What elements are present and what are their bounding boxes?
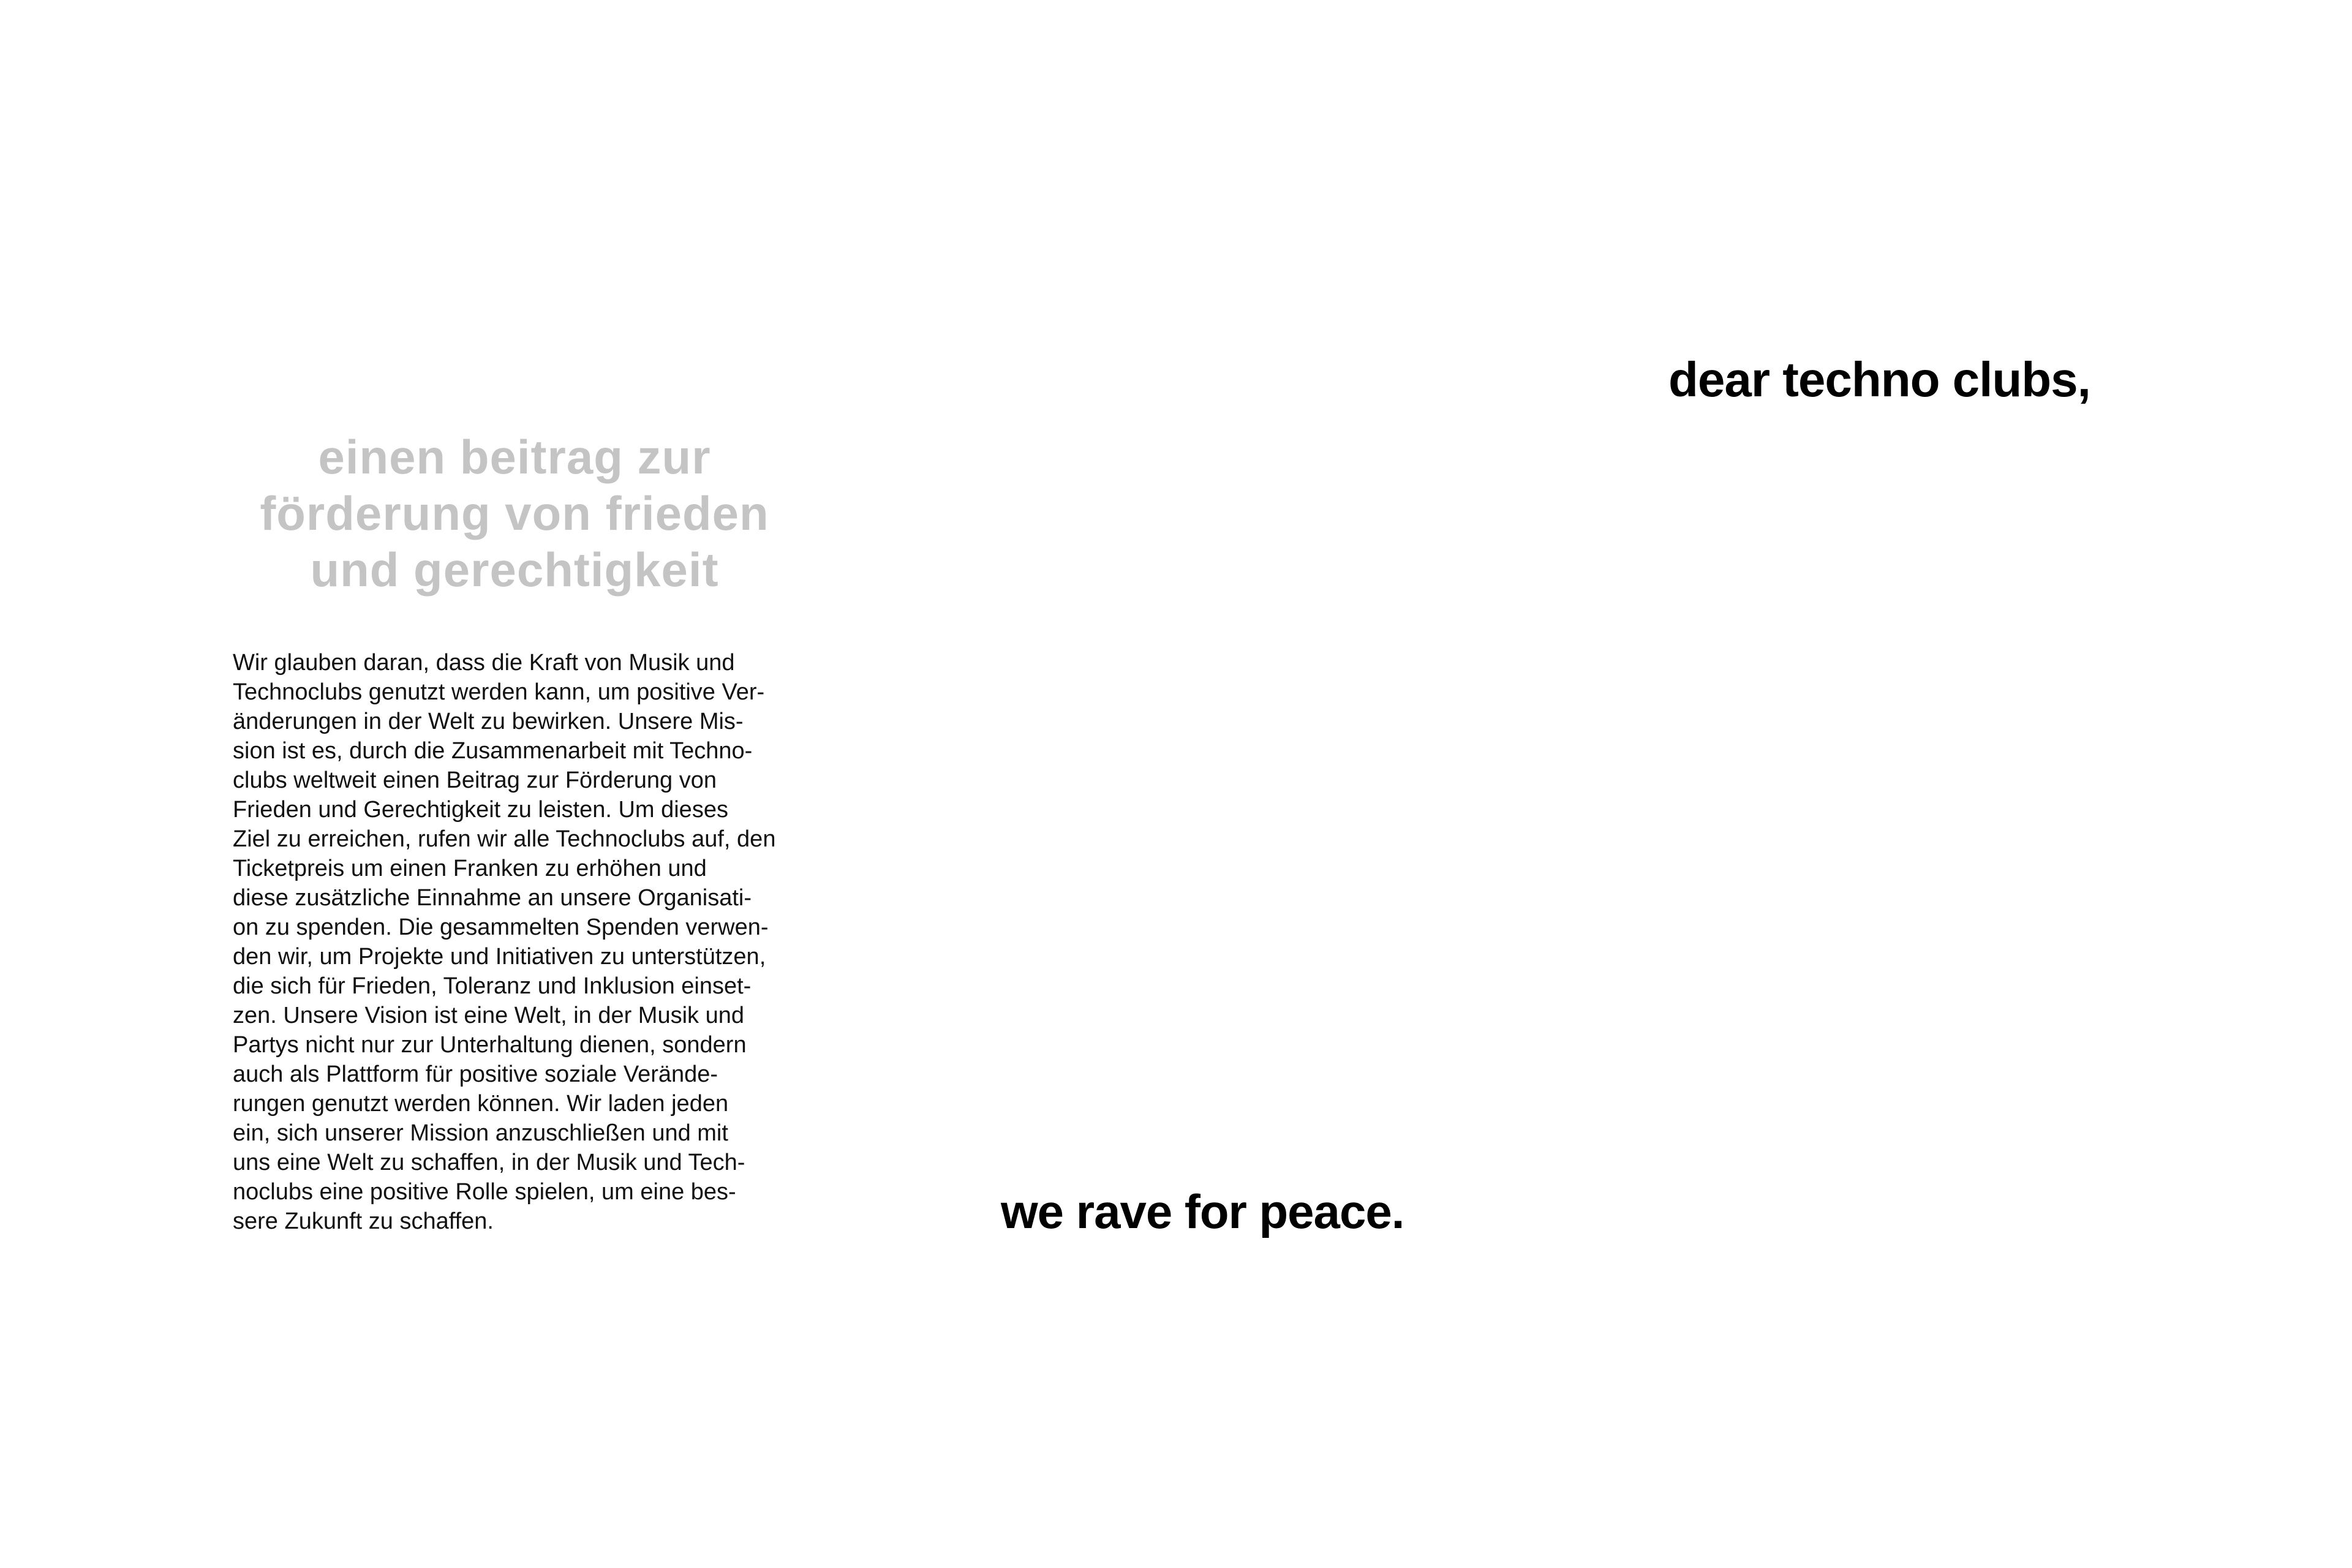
paragraph-line: Partys nicht nur zur Unterhaltung dienen, sondern [233,1032,747,1058]
subtitle-line: förderung von frieden [260,486,769,540]
paragraph-line: die sich für Frieden, Toleranz und Inklusion einset- [233,973,752,999]
paragraph-line: den wir, um Projekte und Initiativen zu unterstützen, [233,944,766,970]
section-subtitle [202,429,827,598]
headline-we-rave-for-peace: we rave for peace. [1001,1185,1404,1238]
paragraph-line: diese zusätzliche Einnahme an unsere Organisati- [233,885,752,911]
paragraph-line: noclubs eine positive Rolle spielen, um eine bes- [233,1179,736,1205]
paragraph-line: on zu spenden. Die gesammelten Spenden verwen- [233,914,769,940]
headline-dear-techno-clubs: dear techno clubs, [1668,352,2090,407]
paragraph-line: sion ist es, durch die Zusammenarbeit mit Techno- [233,738,753,764]
subtitle-line: und gerechtigkeit [310,543,719,597]
paragraph-line: sere Zukunft zu schaffen. [233,1208,494,1234]
paragraph-line: zen. Unsere Vision ist eine Welt, in der Musik und [233,1003,744,1028]
paragraph-line: änderungen in der Welt zu bewirken. Unsere Mis- [233,709,744,734]
paragraph-line: rungen genutzt werden können. Wir laden jeden [233,1091,729,1117]
mission-paragraph [233,648,796,1236]
paragraph-line: Wir glauben daran, dass die Kraft von Musik und [233,650,735,676]
subtitle-line: einen beitrag zur [318,430,711,484]
paragraph-line: Ticketpreis um einen Franken zu erhöhen und [233,856,707,881]
paragraph-line: Frieden und Gerechtigkeit zu leisten. Um dieses [233,797,728,823]
paragraph-line: uns eine Welt zu schaffen, in der Musik und Tech- [233,1150,745,1175]
paragraph-line: ein, sich unserer Mission anzuschließen und mit [233,1120,728,1146]
paragraph-line: clubs weltweit einen Beitrag zur Förderung von [233,767,717,793]
paragraph-line: auch als Plattform für positive soziale Verände- [233,1061,718,1087]
paragraph-line: Technoclubs genutzt werden kann, um positive Ver- [233,679,765,705]
paragraph-line: Ziel zu erreichen, rufen wir alle Technoclubs auf, den [233,826,776,852]
